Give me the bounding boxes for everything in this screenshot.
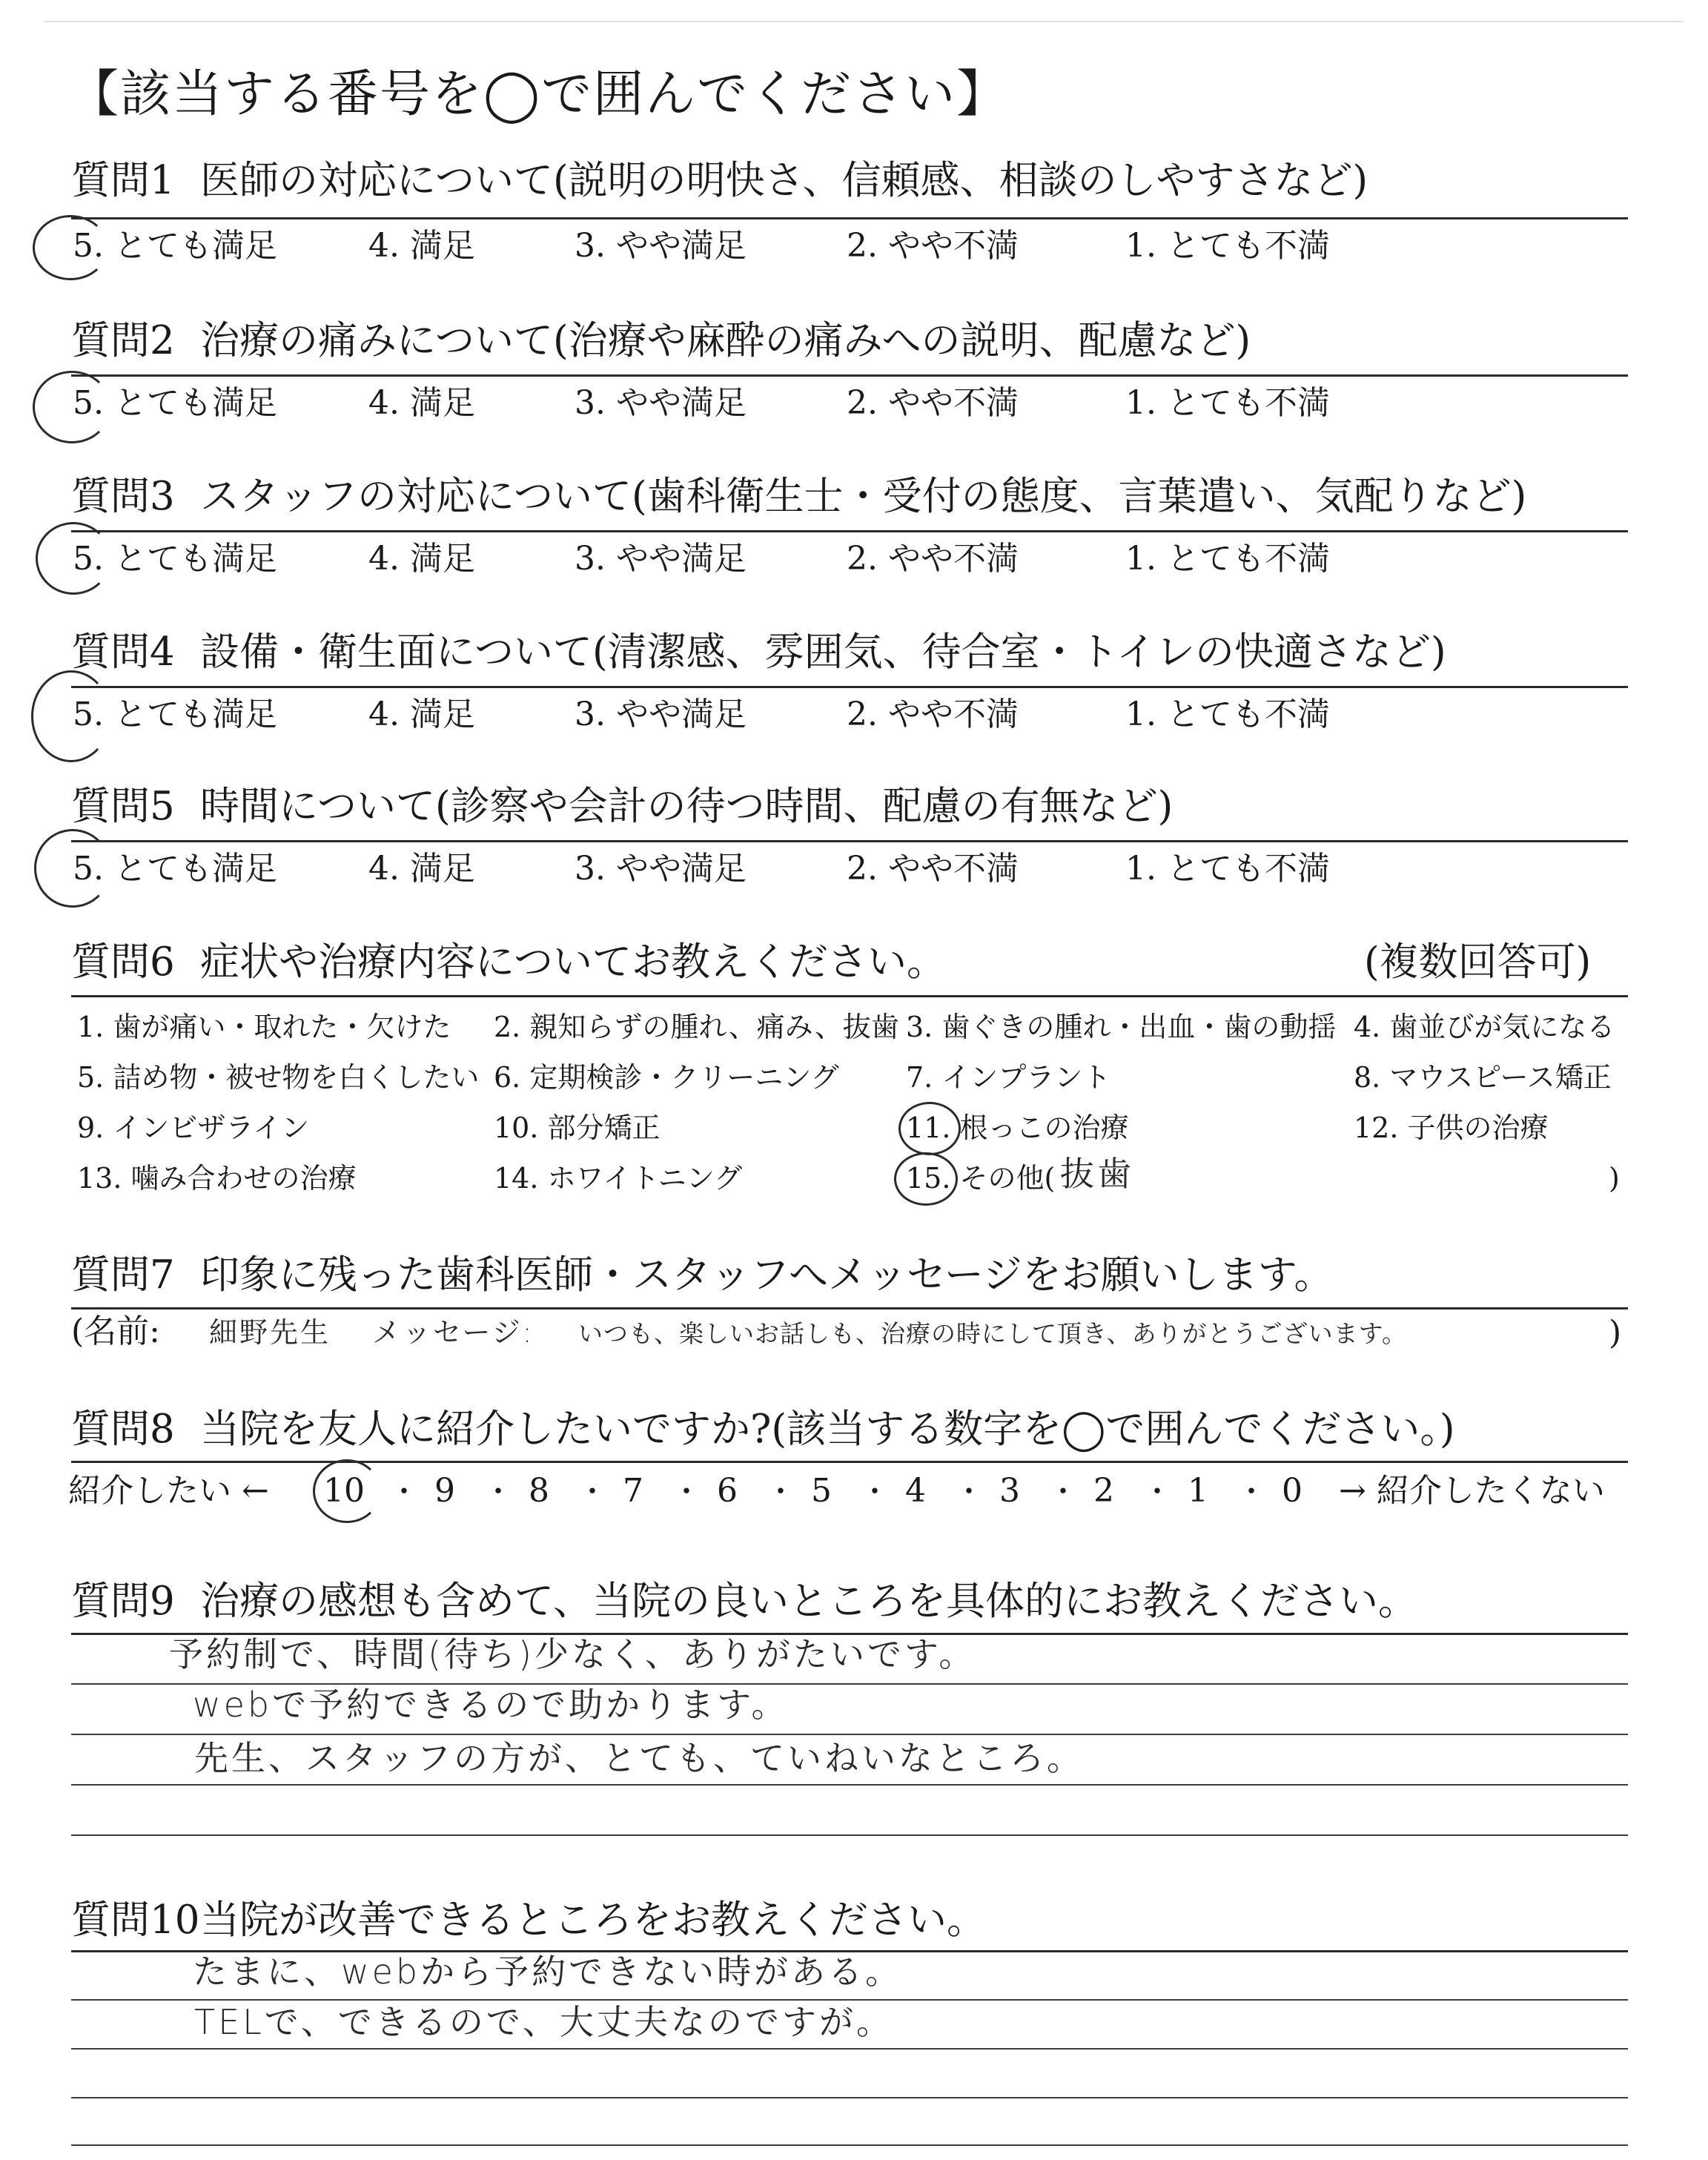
question-divider [71,374,1628,377]
scale-separator: ・ [1237,1475,1266,1509]
selection-circle [34,829,111,908]
other-handwritten-answer: 抜歯 [1060,1154,1134,1194]
selection-circle [33,215,108,280]
answer-line [71,1784,1628,1786]
symptom-item-6[interactable]: 6. 定期検診・クリーニング [494,1061,839,1094]
good-point-line-3: 先生、スタッフの方が、とても、ていねいなところ。 [194,1738,1084,1778]
scale-10[interactable]: 10 [323,1472,365,1510]
question-7 [71,1253,1334,1298]
scale-separator: ・ [1142,1475,1172,1509]
question-number: 質問8 [71,1407,175,1452]
scale-4[interactable]: 4 [905,1472,926,1510]
answer-line [71,2144,1628,2146]
question-8 [71,1407,1455,1452]
option-4[interactable]: 4. 満足 [368,384,475,422]
question-5 [71,785,1173,829]
message-label: メッセージ: [372,1316,534,1349]
recommend-left-label: 紹介したい ← [68,1472,269,1510]
option-2[interactable]: 2. やや不満 [847,540,1019,578]
question-number: 質問4 [71,630,175,675]
symptom-item-10[interactable]: 10. 部分矯正 [494,1112,661,1144]
option-5[interactable]: 5. とても満足 [73,540,277,578]
answer-line [71,1734,1628,1735]
scale-separator: ・ [483,1475,513,1509]
option-3[interactable]: 3. やや満足 [575,696,747,733]
scale-separator: ・ [672,1475,701,1509]
question-text: 症状や治療内容についてお教えください。 [200,939,946,985]
symptom-item-1[interactable]: 1. 歯が痛い・取れた・欠けた [77,1011,451,1043]
other-close-paren: ) [1609,1162,1620,1195]
scale-separator: ・ [860,1475,890,1509]
question-text: 医師の対応について(説明の明快さ、信頼感、相談のしやすさなど) [200,158,1368,203]
scale-5[interactable]: 5 [811,1472,832,1510]
question-number: 質問2 [71,318,175,363]
scale-separator: ・ [577,1475,607,1509]
selection-circle [313,1459,381,1523]
page-top-edge [44,21,1683,22]
scale-separator: ・ [954,1475,984,1509]
option-3[interactable]: 3. やや満足 [575,227,747,265]
question-text: 当院を友人に紹介したいですか?(該当する数字を◯で囲んでください。) [200,1407,1455,1452]
symptom-item-9[interactable]: 9. インビザライン [77,1112,310,1144]
question-divider [71,1307,1628,1309]
question-text: 設備・衛生面について(清潔感、雰囲気、待合室・トイレの快適さなど) [200,630,1446,675]
name-label: (名前: [71,1312,160,1350]
recommend-right-label: → 紹介したくない [1339,1472,1605,1510]
option-2[interactable]: 2. やや不満 [847,696,1019,733]
selection-circle [894,1152,958,1206]
option-4[interactable]: 4. 満足 [368,540,475,578]
question-4 [71,630,1446,675]
symptom-item-11[interactable]: 11. 根っこの治療 [906,1112,1129,1144]
option-2[interactable]: 2. やや不満 [847,850,1019,888]
question-3 [71,475,1526,519]
selection-circle [31,670,111,762]
scale-6[interactable]: 6 [717,1472,738,1510]
question-number: 質問10 [71,1898,200,1943]
question-9 [71,1579,1417,1624]
symptom-item-13[interactable]: 13. 噛み合わせの治療 [77,1162,357,1195]
symptom-item-3[interactable]: 3. 歯ぐきの腫れ・出血・歯の動揺 [906,1011,1337,1043]
question-divider [71,530,1628,532]
improvement-line-2: TELで、できるので、大丈夫なのですが。 [194,2002,893,2042]
option-1[interactable]: 1. とても不満 [1125,227,1330,265]
form-title: 【該当する番号を◯で囲んでください】 [68,65,1009,124]
good-point-line-2: webで予約できるので助かります。 [193,1685,789,1725]
option-1[interactable]: 1. とても不満 [1125,696,1330,733]
option-3[interactable]: 3. やや満足 [575,384,747,422]
selection-circle [898,1102,961,1155]
answer-line [71,2048,1628,2050]
question-divider [71,217,1628,219]
scale-8[interactable]: 8 [529,1472,549,1510]
symptom-item-5[interactable]: 5. 詰め物・被せ物を白くしたい [77,1061,480,1094]
option-2[interactable]: 2. やや不満 [847,384,1019,422]
scale-2[interactable]: 2 [1093,1472,1114,1510]
selection-circle [36,522,111,595]
scale-separator: ・ [766,1475,795,1509]
question-1 [71,159,1368,203]
symptom-item-12[interactable]: 12. 子供の治療 [1354,1112,1549,1144]
question-divider [71,995,1628,997]
good-point-line-1: 予約制で、時間(待ち)少なく、ありがたいです。 [169,1634,976,1674]
question-number: 質問3 [71,474,175,519]
question-text: 治療の感想も含めて、当院の良いところを具体的にお教えください。 [200,1579,1417,1624]
option-4[interactable]: 4. 満足 [368,850,475,888]
symptom-item-8[interactable]: 8. マウスピース矯正 [1354,1061,1612,1094]
answer-line [71,2097,1628,2098]
symptom-item-15[interactable]: 15. その他( [906,1162,1056,1195]
option-1[interactable]: 1. とても不満 [1125,850,1330,888]
question-text: 時間について(診察や会計の待つ時間、配慮の有無など) [200,784,1174,829]
option-4[interactable]: 4. 満足 [368,696,475,733]
question-text: スタッフの対応について(歯科衛生士・受付の態度、言葉遣い、気配りなど) [200,474,1527,519]
multiple-answer-note: (複数回答可) [1364,939,1592,985]
question-number: 質問7 [71,1252,175,1298]
question-number: 質問5 [71,784,175,829]
question-divider [71,686,1628,688]
option-5[interactable]: 5. とても満足 [73,227,277,265]
question-6 [71,940,946,985]
option-5[interactable]: 5. とても満足 [73,850,277,888]
question-text: 印象に残った歯科医師・スタッフへメッセージをお願いします。 [200,1252,1334,1298]
question-number: 質問9 [71,1579,175,1624]
question-text: 治療の痛みについて(治療や麻酔の痛みへの説明、配慮など) [200,318,1251,363]
answer-line [71,1834,1628,1836]
question-divider [71,840,1628,842]
scale-7[interactable]: 7 [623,1472,643,1510]
option-5[interactable]: 5. とても満足 [73,384,277,422]
selection-circle [33,371,111,443]
symptom-item-4[interactable]: 4. 歯並びが気になる [1354,1011,1615,1043]
question-2 [71,319,1251,363]
question-text: 当院が改善できるところをお教えください。 [200,1898,986,1943]
message-text: いつも、楽しいお話しも、治療の時にして頂き、ありがとうございます。 [578,1319,1408,1348]
question-divider [71,1461,1628,1463]
option-5[interactable]: 5. とても満足 [73,696,277,733]
option-4[interactable]: 4. 満足 [368,227,475,265]
scale-3[interactable]: 3 [999,1472,1020,1510]
option-2[interactable]: 2. やや不満 [847,227,1019,265]
question-number: 質問6 [71,939,175,985]
symptom-item-2[interactable]: 2. 親知らずの腫れ、痛み、抜歯 [494,1011,899,1043]
symptom-item-14[interactable]: 14. ホワイトニング [494,1162,743,1195]
option-3[interactable]: 3. やや満足 [575,850,747,888]
message-close-paren: ) [1609,1314,1622,1352]
option-3[interactable]: 3. やや満足 [575,540,747,578]
scale-1[interactable]: 1 [1188,1472,1208,1510]
scale-separator: ・ [1048,1475,1078,1509]
scale-9[interactable]: 9 [434,1472,455,1510]
scale-separator: ・ [389,1475,419,1509]
symptom-item-7[interactable]: 7. インプラント [906,1061,1111,1094]
question-number: 質問1 [71,158,175,203]
answer-line [71,1999,1628,2001]
staff-name: 細野先生 [209,1316,331,1349]
improvement-line-1: たまに、webから予約できない時がある。 [193,1952,903,1992]
question-10 [71,1898,986,1943]
option-1[interactable]: 1. とても不満 [1125,384,1330,422]
scale-0[interactable]: 0 [1282,1472,1302,1510]
option-1[interactable]: 1. とても不満 [1125,540,1330,578]
